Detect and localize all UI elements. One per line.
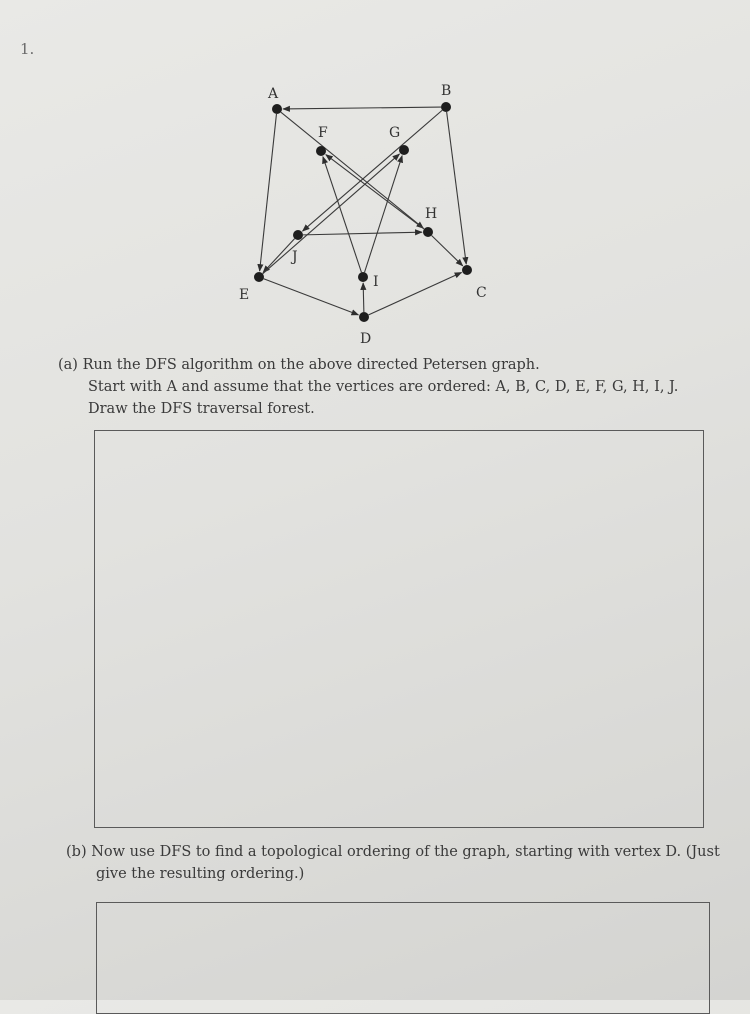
edge-a-e (260, 114, 277, 271)
edge-i-f (323, 157, 362, 273)
vertex-b (441, 102, 451, 112)
question-b-text-2: give the resulting ordering.) (96, 866, 305, 882)
edge-j-e (263, 239, 295, 273)
vertex-c (462, 265, 472, 275)
vertex-label-b: B (441, 83, 452, 99)
edge-a-h (281, 112, 423, 228)
vertex-d (359, 312, 369, 322)
answer-box-a[interactable] (94, 430, 704, 828)
question-b (66, 841, 720, 885)
edge-j-h (303, 232, 422, 235)
petersen-graph-diagram (0, 0, 750, 360)
vertex-label-j: J (292, 249, 298, 265)
problem-number: 1. (20, 40, 35, 58)
edge-d-c (369, 272, 462, 314)
question-b-text-1: Now use DFS to find a topological ordering of the graph, starting with vertex D. (Just (91, 844, 720, 860)
edge-b-c (447, 112, 467, 264)
vertex-e (254, 272, 264, 282)
vertex-label-f: F (318, 125, 328, 141)
vertex-h (423, 227, 433, 237)
vertex-label-h: H (425, 206, 438, 222)
vertex-label-g: G (389, 125, 401, 141)
edge-h-c (432, 235, 463, 265)
vertex-label-c: C (476, 285, 487, 301)
vertex-label-e: E (239, 287, 250, 303)
question-a-label: (a) (58, 357, 78, 373)
vertex-label-i: I (373, 274, 379, 290)
answer-box-b[interactable] (96, 902, 710, 1014)
edge-e-g (263, 154, 400, 274)
question-a-text-3: Draw the DFS traversal forest. (88, 401, 315, 417)
vertex-a (272, 104, 282, 114)
question-b-line-1 (66, 841, 720, 863)
edge-d-i (363, 283, 364, 312)
vertex-f (316, 146, 326, 156)
vertex-label-a: A (268, 86, 279, 102)
vertex-i (358, 272, 368, 282)
question-a (58, 354, 708, 420)
vertex-label-d: D (360, 331, 372, 347)
question-a-text-1: Run the DFS algorithm on the above directed Petersen graph. (82, 357, 540, 373)
edge-h-f (326, 155, 424, 229)
question-a-text-2: Start with A and assume that the vertices are ordered: A, B, C, D, E, F, G, H, I, J. (88, 379, 679, 395)
question-a-line-1 (58, 354, 708, 376)
edge-b-a (283, 107, 441, 109)
question-b-label: (b) (66, 844, 87, 860)
edge-e-d (264, 279, 359, 315)
vertex-j (293, 230, 303, 240)
vertex-g (399, 145, 409, 155)
